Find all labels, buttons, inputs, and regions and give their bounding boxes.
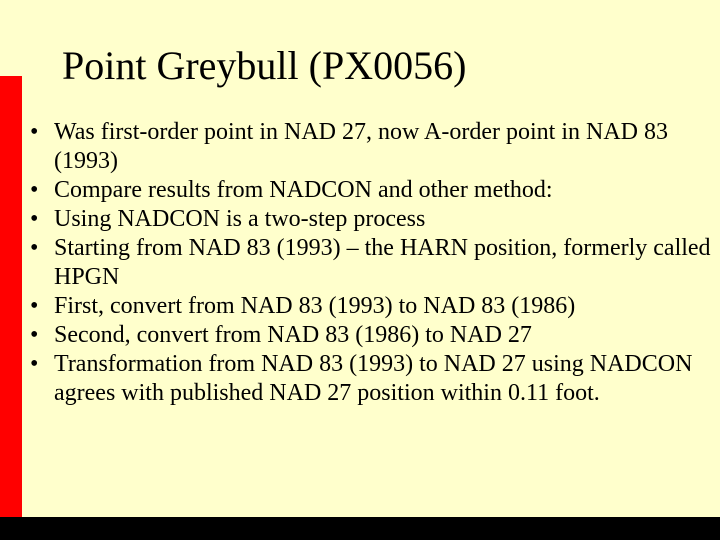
slide-title: Point Greybull (PX0056) xyxy=(62,43,467,88)
bullet-icon: • xyxy=(30,351,39,377)
bullet-text: Compare results from NADCON and other method: xyxy=(54,177,553,203)
red-accent-bar xyxy=(0,76,22,540)
footer-bar xyxy=(0,517,720,540)
bullet-text: Second, convert from NAD 83 (1986) to NAD 27 xyxy=(54,322,532,348)
bullet-icon: • xyxy=(30,119,39,145)
bullet-list xyxy=(30,118,714,408)
bullet-item xyxy=(30,292,714,321)
bullet-icon: • xyxy=(30,206,39,232)
bullet-item xyxy=(30,321,714,350)
bullet-text: Using NADCON is a two-step process xyxy=(54,206,426,232)
bullet-item xyxy=(30,176,714,205)
bullet-icon: • xyxy=(30,293,39,319)
bullet-text: Starting from NAD 83 (1993) – the HARN position, formerly called HPGN xyxy=(54,235,711,290)
bullet-icon: • xyxy=(30,235,39,261)
bullet-item xyxy=(30,118,714,176)
bullet-text: First, convert from NAD 83 (1993) to NAD 83 (1986) xyxy=(54,293,576,319)
bullet-text: Was first-order point in NAD 27, now A-order point in NAD 83 (1993) xyxy=(54,119,668,174)
bullet-icon: • xyxy=(30,177,39,203)
bullet-item xyxy=(30,350,714,408)
bullet-item xyxy=(30,234,714,292)
bullet-text: Transformation from NAD 83 (1993) to NAD 27 using NADCON agrees with published NAD 27 position within 0.11 foot. xyxy=(54,351,693,406)
bullet-item xyxy=(30,205,714,234)
bullet-icon: • xyxy=(30,322,39,348)
